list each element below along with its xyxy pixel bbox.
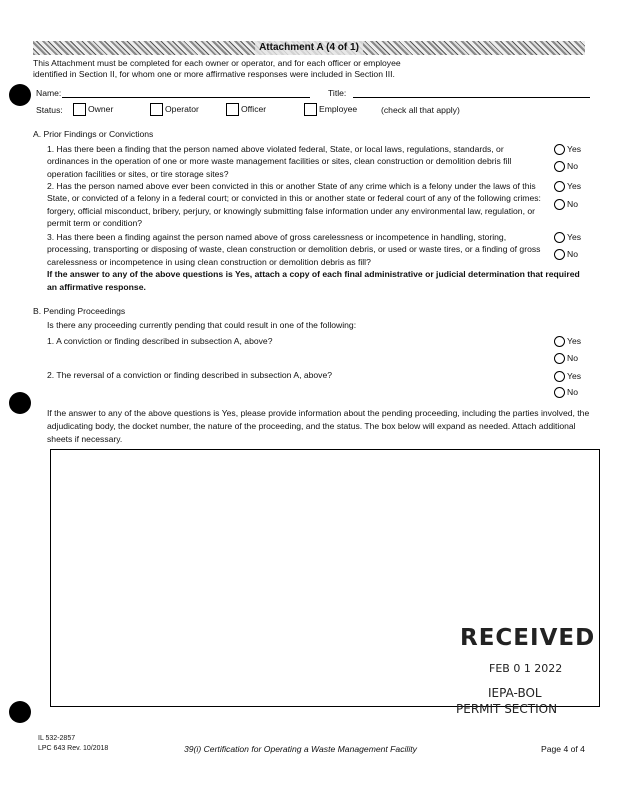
b1-yes-radio[interactable] <box>554 336 581 347</box>
title-label: Title: <box>328 88 347 98</box>
radio-label: No <box>567 353 578 363</box>
name-input[interactable] <box>62 97 310 98</box>
section-a-note: If the answer to any of the above questions is Yes, attach a copy of each final administrative or judicial determination that required an affirmative response. <box>47 269 580 292</box>
b2-yes-radio[interactable] <box>554 371 581 382</box>
stamp-org: IEPA-BOL <box>488 686 542 700</box>
radio-label: No <box>567 199 578 209</box>
a1-yes-radio[interactable] <box>554 144 581 155</box>
employee-checkbox[interactable] <box>304 103 357 116</box>
footer-title: 39(i) Certification for Operating a Waste Management Facility <box>184 744 417 754</box>
punch-hole <box>9 392 31 414</box>
radio-label: No <box>567 249 578 259</box>
form-revision: LPC 643 Rev. 10/2018 <box>38 745 109 752</box>
section-a-heading: A. Prior Findings or Convictions <box>33 129 154 139</box>
section-b-intro: Is there any proceeding currently pending that could result in one of the following: <box>47 320 357 330</box>
operator-checkbox[interactable] <box>150 103 199 116</box>
question-a2: 2. Has the person named above ever been convicted in this or another State of any crime which is a felony under the laws of this State, or convicted of a felony in a federal court; or convicted in this or another state or federal court of any of the following crimes: forgery, official misconduct, bribery, perjury, or knowingly submitting false information under any environmental law, regulation, or permit term or condition? <box>47 181 541 228</box>
attachment-header <box>33 41 585 55</box>
question-b2: 2. The reversal of a conviction or finding described in subsection A, above? <box>47 370 333 380</box>
a3-yes-radio[interactable] <box>554 232 581 243</box>
stamp-date: FEB 0 1 2022 <box>489 662 563 675</box>
intro-line: identified in Section II, for whom one or more affirmative responses were included in Section III. <box>33 69 395 79</box>
radio-label: No <box>567 161 578 171</box>
section-b-note: If the answer to any of the above questions is Yes, please provide information about the pending proceeding, including the parties involved, the adjudicating body, the docket number, the nature of the proceeding, and the status. The box below will expand as needed. Attach additional sheets if necessary. <box>47 408 590 444</box>
owner-checkbox[interactable] <box>73 103 113 116</box>
checkbox-label: Operator <box>165 103 199 114</box>
b1-no-radio[interactable] <box>554 353 578 364</box>
radio-label: Yes <box>567 371 582 381</box>
radio-label: No <box>567 387 578 397</box>
b2-no-radio[interactable] <box>554 387 578 398</box>
section-b-heading: B. Pending Proceedings <box>33 306 126 316</box>
a2-yes-radio[interactable] <box>554 181 581 192</box>
punch-hole <box>9 84 31 106</box>
radio-label: Yes <box>567 144 582 154</box>
question-a1: 1. Has there been a finding that the person named above violated federal, State, or local laws, regulations, standards, or ordinances in the operation of one or more waste management facilities or sites, clean construction or demolition debris fill operation facilities or sites, or tire storage sites? <box>47 144 512 179</box>
checkbox-label: Employee <box>319 103 358 114</box>
a1-no-radio[interactable] <box>554 161 578 172</box>
status-note: (check all that apply) <box>381 105 460 115</box>
officer-checkbox[interactable] <box>226 103 266 116</box>
radio-label: Yes <box>567 181 582 191</box>
checkbox-label: Officer <box>241 103 267 114</box>
a3-no-radio[interactable] <box>554 249 578 260</box>
question-b1: 1. A conviction or finding described in subsection A, above? <box>47 336 273 346</box>
question-a3: 3. Has there been a finding against the person named above of gross carelessness or incompetence in handling, storing, processing, transporting or disposing of waste, clean construction or demolition debris, or used or waste tires, or a finding of gross carelessness or incompetence in using clean construction or demolition debris as fill? <box>47 232 541 267</box>
name-label: Name: <box>36 88 62 98</box>
attachment-title: Attachment A (4 of 1) <box>255 41 363 55</box>
form-id: IL 532-2857 <box>38 735 76 742</box>
checkbox-label: Owner <box>88 103 114 114</box>
radio-label: Yes <box>567 336 582 346</box>
page-number: Page 4 of 4 <box>541 744 585 754</box>
stamp-section: PERMIT SECTION <box>456 702 558 716</box>
status-label: Status: <box>36 105 63 115</box>
stamp-received: RECEIVED <box>460 625 596 651</box>
radio-label: Yes <box>567 232 582 242</box>
a2-no-radio[interactable] <box>554 199 578 210</box>
title-input[interactable] <box>353 97 590 98</box>
intro-line: This Attachment must be completed for each owner or operator, and for each officer or employee <box>33 58 401 68</box>
punch-hole <box>9 701 31 723</box>
